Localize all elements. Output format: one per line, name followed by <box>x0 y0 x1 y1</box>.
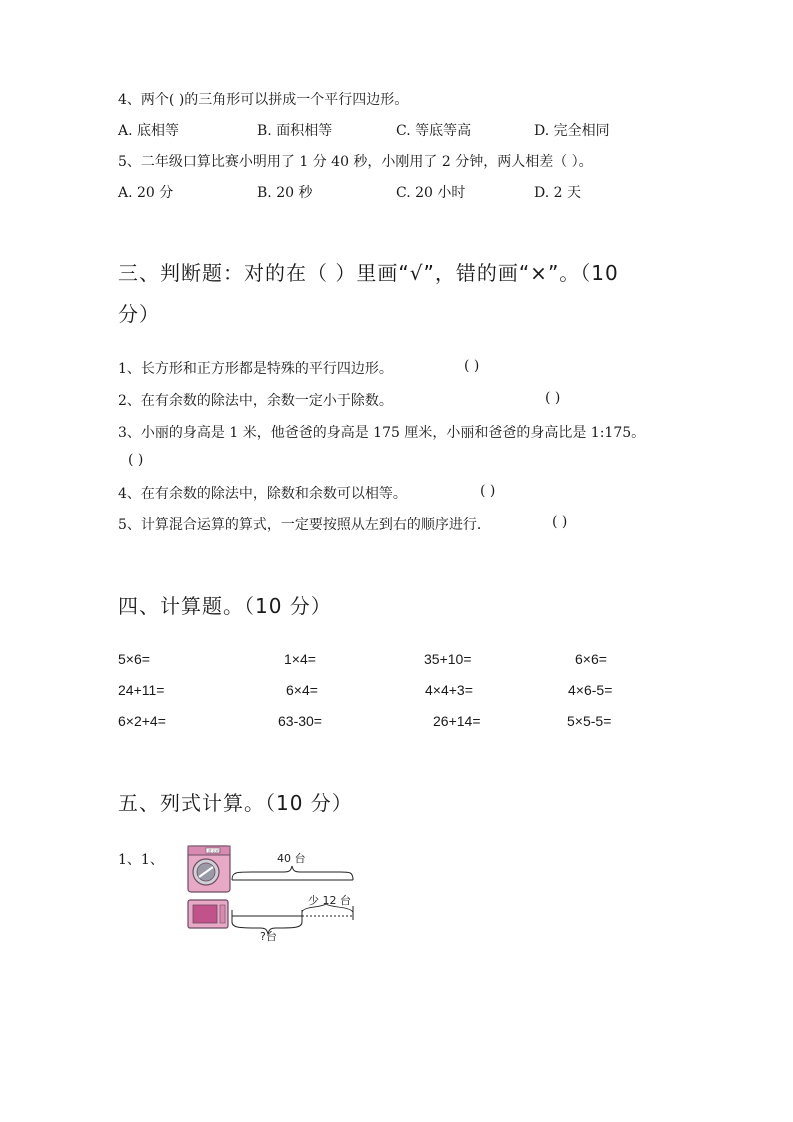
calc-r2-c1: 24+11= <box>118 682 165 698</box>
machine-brand-label: 洗衣机 <box>208 848 220 854</box>
section3-heading-line1: 三、判断题：对的在（ ）里画“√”，错的画“×”。（10 <box>118 261 619 285</box>
calc-r3-c1: 6×2+4= <box>118 713 166 729</box>
section3-heading-line2: 分） <box>118 302 160 326</box>
question-4-option-d: D. 完全相同 <box>534 123 610 139</box>
question-5-option-b: B. 20 秒 <box>257 185 313 201</box>
section5-heading: 五、列式计算。（10 分） <box>118 791 353 815</box>
tf-item-2-text: 2、在有余数的除法中，余数一定小于除数。 <box>118 393 393 409</box>
tf-item-4-text: 4、在有余数的除法中，除数和余数可以相等。 <box>118 486 407 502</box>
question-5-option-c: C. 20 小时 <box>396 185 466 201</box>
tf-item-5-text: 5、计算混合运算的算式，一定要按照从左到右的顺序进行． <box>118 517 491 533</box>
tf-item-3-blank[interactable]: ( ) <box>128 452 144 468</box>
question-4-option-c: C. 等底等高 <box>396 123 472 139</box>
calc-r3-c3: 26+14= <box>433 713 481 729</box>
problem-1-label: 1、1、 <box>118 852 164 868</box>
calc-r1-c1: 5×6= <box>118 651 150 667</box>
question-5-option-a: A. 20 分 <box>118 185 174 201</box>
bar-diagram-figure <box>180 840 370 950</box>
calc-r2-c2: 6×4= <box>286 682 318 698</box>
section4-heading: 四、计算题。（10 分） <box>118 594 332 618</box>
tf-item-1-text: 1、长方形和正方形都是特殊的平行四边形。 <box>118 361 393 377</box>
washing-machine-icon <box>188 846 230 892</box>
question-5-option-d: D. 2 天 <box>534 185 581 201</box>
tf-item-1-blank[interactable]: ( ) <box>464 358 480 374</box>
calc-r2-c4: 4×6-5= <box>568 682 613 698</box>
tf-item-3-text: 3、小丽的身高是 1 米，他爸爸的身高是 175 厘米，小丽和爸爸的身高比是 1:175。 <box>118 425 646 441</box>
calc-r3-c4: 5×5-5= <box>567 713 612 729</box>
label-question: ?台 <box>260 930 277 943</box>
label-40: 40 台 <box>277 852 306 865</box>
calc-r1-c3: 35+10= <box>424 651 472 667</box>
calc-r2-c3: 4×4+3= <box>425 682 473 698</box>
calc-r1-c4: 6×6= <box>575 651 607 667</box>
microwave-icon <box>188 900 228 928</box>
calc-r1-c2: 1×4= <box>284 651 316 667</box>
question-4-option-b: B. 面积相等 <box>257 123 333 139</box>
tf-item-5-blank[interactable]: ( ) <box>552 514 568 530</box>
tf-item-4-blank[interactable]: ( ) <box>480 483 496 499</box>
question-4-stem: 4、两个( )的三角形可以拼成一个平行四边形。 <box>118 92 409 108</box>
question-5-stem: 5、二年级口算比赛小明用了 1 分 40 秒，小刚用了 2 分钟，两人相差（ ）。 <box>118 154 593 170</box>
tf-item-2-blank[interactable]: ( ) <box>545 390 561 406</box>
question-4-option-a: A. 底相等 <box>118 123 180 139</box>
label-diff: 少 12 台 <box>308 894 351 907</box>
top-brace <box>232 866 353 880</box>
calc-r3-c2: 63-30= <box>278 713 322 729</box>
